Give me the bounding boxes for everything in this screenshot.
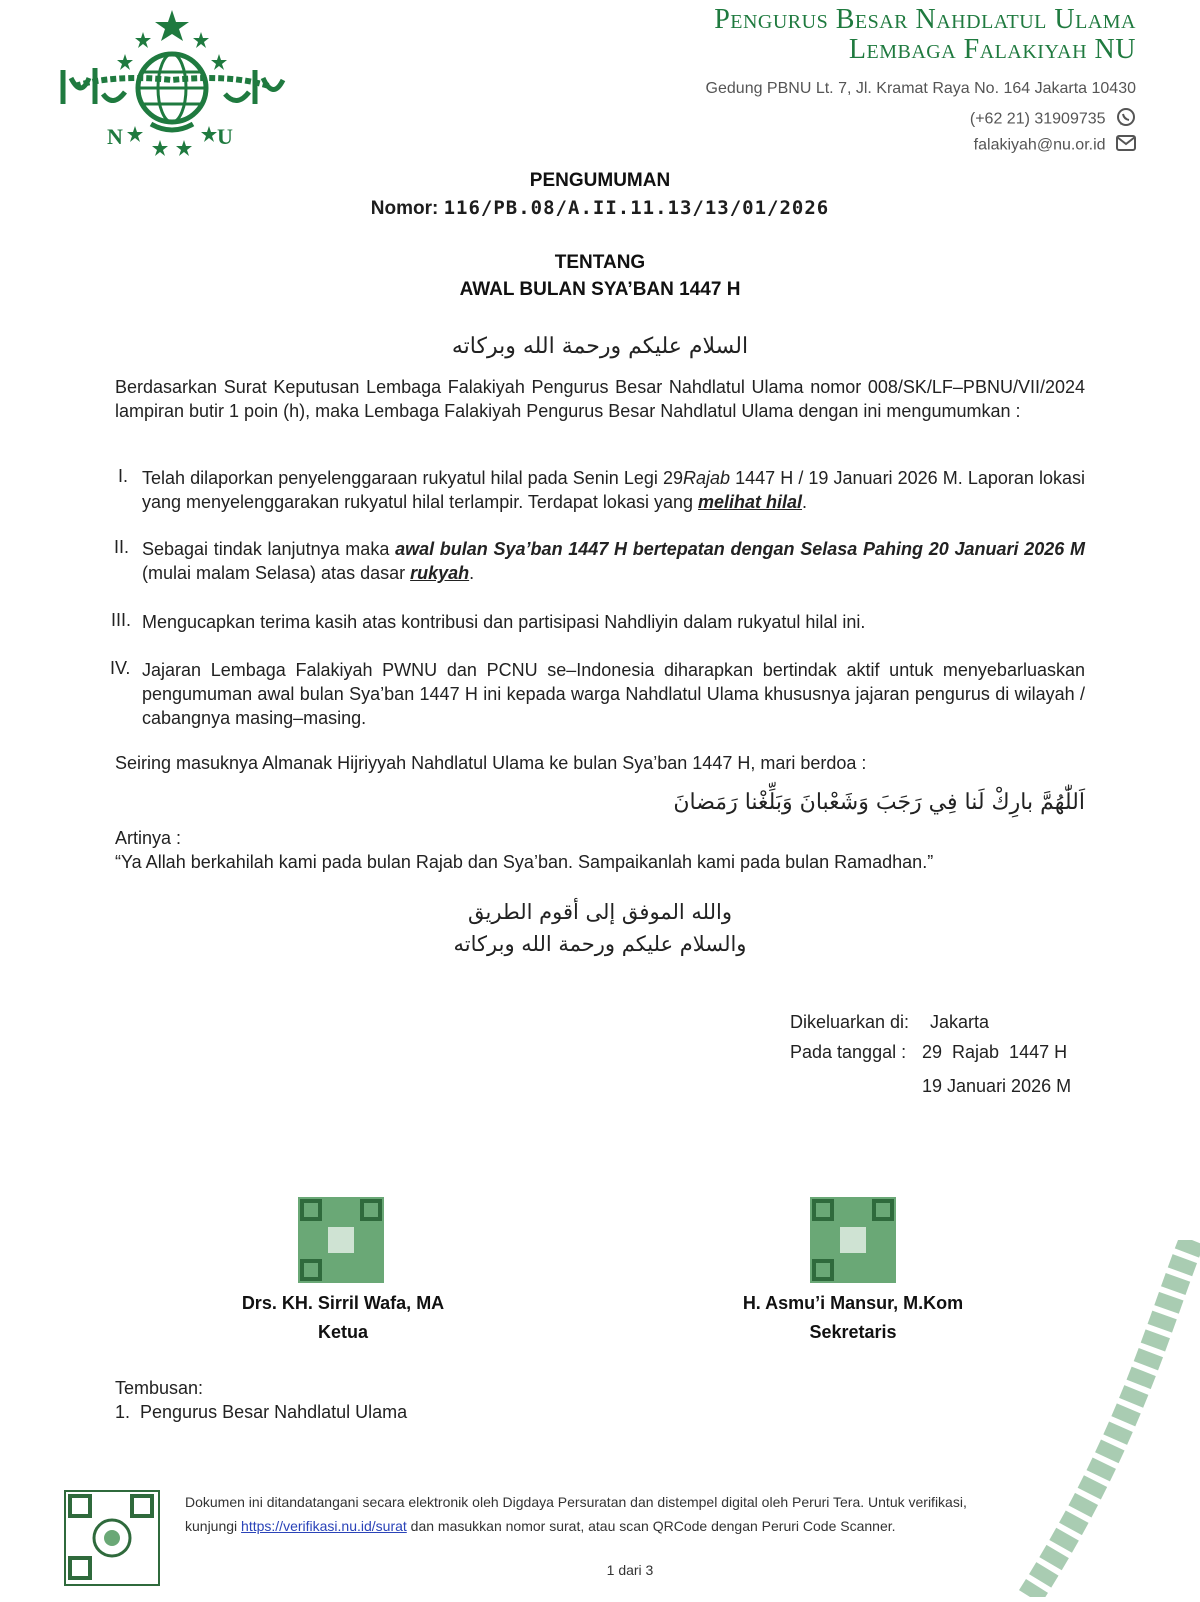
- logo-letter-u: U: [217, 124, 233, 149]
- item-text-part: (mulai malam Selasa) atas dasar: [142, 563, 411, 583]
- signer-name: H. Asmu’i Mansur, M.Kom: [742, 1293, 964, 1313]
- doc-number-label: Nomor:: [370, 198, 439, 219]
- issued-date-label: Pada tanggal :: [790, 1042, 907, 1062]
- org-name-line1: Pengurus Besar Nahdlatul Ulama: [714, 4, 1136, 35]
- doc-heading: PENGUMUMAN: [529, 170, 671, 191]
- item-text-part: .: [802, 492, 808, 512]
- intro-paragraph: Berdasarkan Surat Keputusan Lembaga Falakiyah Pengurus Besar Nahdlatul Ulama nomor 008/SK/LF–PBNU/VII/2024 lampiran butir 1 poin (h), maka Lembaga Falakiyah Pengurus Besar Nahdlatul Ulama dengan ini mengumumkan :: [115, 377, 1085, 421]
- item-text-emphasis: rukyah: [410, 563, 470, 583]
- artinya-label: Artinya :: [115, 828, 182, 848]
- page-number: 1 dari 3: [606, 1562, 654, 1578]
- qr-pattern: [298, 1197, 384, 1283]
- whatsapp-icon: [1116, 107, 1136, 132]
- item-text-part: .: [469, 563, 475, 583]
- doa-arabic: اَللّٰهُمَّ بارِكْ لَنا فِي رَجَبَ وَشَعْبانَ وَبَلِّغْنا رَمَضانَ: [673, 790, 1085, 815]
- item-number: I.: [118, 466, 129, 486]
- signer-role: Ketua: [317, 1322, 368, 1342]
- verification-link[interactable]: https://verifikasi.nu.id/surat: [241, 1518, 407, 1534]
- org-name-line2: Lembaga Falakiyah NU: [848, 34, 1136, 65]
- doc-subject: AWAL BULAN SYA’BAN 1447 H: [459, 279, 741, 300]
- issued-place: Jakarta: [930, 1012, 990, 1032]
- signer-role: Sekretaris: [809, 1322, 897, 1342]
- item-text: Mengucapkan terima kasih atas kontribusi dan partisipasi Nahdliyin dalam rukyatul hilal ini.: [142, 612, 866, 632]
- item-text: Jajaran Lembaga Falakiyah PWNU dan PCNU se–Indonesia diharapkan bertindak aktif untuk menyebarluaskan pengumuman awal bulan Sya’ban 1447 H ini kepada warga Nahdlatul Ulama khususnya jajaran pengurus di wilayah / cabangnya masing–masing.: [142, 660, 1085, 728]
- footer-line2-post: dan masukkan nomor surat, atau scan QRCode dengan Peruri Code Scanner.: [406, 1518, 896, 1534]
- item-text-emphasis: melihat hilal: [698, 492, 803, 512]
- tentang-label: TENTANG: [554, 252, 646, 273]
- issued-place-label: Dikeluarkan di:: [790, 1012, 910, 1032]
- doc-number: [0, 197, 1200, 220]
- footer-line2: [185, 1514, 1035, 1538]
- mail-icon: [1116, 135, 1136, 156]
- address: Gedung PBNU Lt. 7, Jl. Kramat Raya No. 164 Jakarta 10430: [705, 80, 1136, 97]
- item-text-bold-italic: awal bulan Sya’ban 1447 H bertepatan dengan Selasa Pahing 20 Januari 2026 M: [395, 539, 1085, 559]
- nu-logo: [55, 8, 290, 158]
- doa-intro: Seiring masuknya Almanak Hijriyyah Nahdlatul Ulama ke bulan Sya’ban 1447 H, mari berdoa :: [115, 753, 867, 773]
- issued-date-hijri: 29 Rajab 1447 H: [922, 1042, 1068, 1062]
- item-text: [142, 537, 1085, 585]
- item-number: II.: [114, 537, 130, 557]
- signature-qr-code: [810, 1197, 896, 1283]
- tembusan-item: 1. Pengurus Besar Nahdlatul Ulama: [115, 1402, 408, 1422]
- closing-arabic-1: والله الموفق إلى أقوم الطريق: [468, 900, 732, 924]
- email-row: [974, 135, 1136, 156]
- item-text-part: Telah dilaporkan penyelenggaraan rukyatul hilal pada Senin Legi 29: [142, 468, 684, 488]
- item-text: [142, 466, 1085, 514]
- salam-opening: السلام عليكم ورحمة الله وبركاته: [451, 334, 749, 359]
- tembusan-label: Tembusan:: [115, 1378, 204, 1398]
- decorative-rope: [1010, 1240, 1200, 1597]
- nu-logo-emblem: [55, 8, 290, 158]
- phone-row: [970, 107, 1136, 132]
- item-text-italic: Rajab: [683, 468, 731, 488]
- logo-letter-n: N: [107, 124, 123, 149]
- phone-number: (+62 21) 31909735: [969, 110, 1106, 128]
- footer-note: [185, 1490, 1035, 1538]
- footer-line1: Dokumen ini ditandatangani secara elektronik oleh Digdaya Persuratan dan distempel digital oleh Peruri Tera. Untuk verifikasi,: [185, 1494, 967, 1510]
- closing-arabic-2: والسلام عليكم ورحمة الله وبركاته: [453, 932, 747, 956]
- item-text-part: 1447 H / 19 Januari 2026 M. Laporan lokasi yang menyelenggarakan rukyatul hilal terlampir. Terdapat lokasi yang: [142, 468, 1085, 512]
- doc-number-value: 116/PB.08/A.II.11.13/13/01/2026: [443, 197, 830, 219]
- item-number: III.: [111, 610, 132, 630]
- qr-pattern: [810, 1197, 896, 1283]
- signer-name: Drs. KH. Sirril Wafa, MA: [241, 1293, 445, 1313]
- signature-qr-code: [298, 1197, 384, 1283]
- item-text-part: Sebagai tindak lanjutnya maka: [142, 539, 396, 559]
- item-number: IV.: [110, 658, 131, 678]
- issued-date-masehi: 19 Januari 2026 M: [922, 1076, 1072, 1096]
- footer-line2-pre: kunjungi: [185, 1518, 242, 1534]
- email-address: falakiyah@nu.or.id: [973, 136, 1106, 154]
- artinya-text: “Ya Allah berkahilah kami pada bulan Rajab dan Sya’ban. Sampaikanlah kami pada bulan Ramadhan.”: [115, 852, 934, 872]
